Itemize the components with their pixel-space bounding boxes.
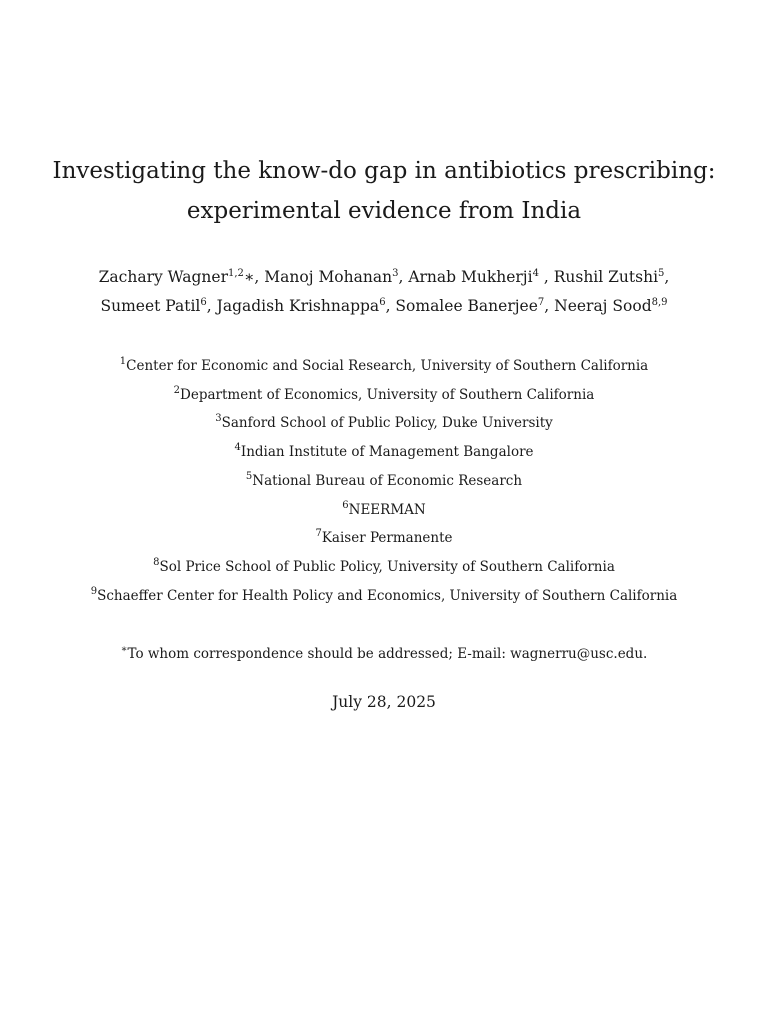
author-separator: , bbox=[544, 297, 555, 315]
affiliation-text: NEERMAN bbox=[348, 501, 426, 518]
author-name: Zachary Wagner bbox=[98, 268, 228, 286]
author-separator: , bbox=[538, 268, 554, 286]
affiliation-item bbox=[40, 438, 728, 467]
affiliation-item bbox=[40, 582, 728, 611]
author-affil-sup: 5 bbox=[658, 268, 665, 279]
author-separator: , bbox=[398, 268, 409, 286]
correspondence-note bbox=[40, 640, 728, 668]
affiliation-sup: 8 bbox=[153, 556, 160, 568]
affiliation-list bbox=[40, 352, 728, 610]
affiliation-text: Indian Institute of Management Bangalore bbox=[240, 444, 534, 461]
author-line-2 bbox=[40, 292, 728, 321]
author-affil-sup: 1,2 bbox=[227, 268, 244, 279]
affiliation-item bbox=[40, 352, 728, 381]
author-name: Jagadish Krishnappa bbox=[216, 297, 380, 315]
affiliation-item bbox=[40, 467, 728, 496]
affiliation-text: Department of Economics, University of Southern California bbox=[180, 386, 595, 403]
author-affil-sup: 8,9 bbox=[651, 297, 668, 308]
author-name: Arnab Mukherji bbox=[408, 268, 533, 286]
author-name: Rushil Zutshi bbox=[553, 268, 659, 286]
author-separator: , bbox=[206, 297, 217, 315]
affiliation-text: Schaeffer Center for Health Policy and Economics, University of Southern California bbox=[97, 587, 678, 604]
affiliation-text: Kaiser Permanente bbox=[321, 530, 453, 547]
correspondence-sup: ∗ bbox=[120, 644, 128, 655]
affiliation-sup: 9 bbox=[90, 585, 98, 597]
affiliation-sup: 3 bbox=[215, 413, 222, 425]
author-name: Sumeet Patil bbox=[100, 297, 201, 315]
affiliation-item bbox=[40, 409, 728, 438]
paper-title bbox=[40, 151, 728, 231]
paper-date: July 28, 2025 bbox=[332, 693, 436, 711]
affiliation-text: Sol Price School of Public Policy, University of Southern California bbox=[159, 558, 615, 575]
author-affil-sup: 3 bbox=[392, 268, 399, 279]
affiliation-item bbox=[40, 496, 728, 525]
author-affil-sup: 6 bbox=[200, 297, 207, 308]
author-affil-sup: 4 bbox=[532, 268, 539, 279]
affiliation-text: Center for Economic and Social Research, University of Southern California bbox=[126, 358, 649, 374]
author-name: Neeraj Sood bbox=[554, 297, 652, 315]
author-list bbox=[40, 263, 728, 321]
paper-title-line-2: experimental evidence from India bbox=[186, 198, 582, 224]
author-name: Somalee Banerjee bbox=[395, 297, 538, 315]
paper-title-line-1: Investigating the know-do gap in antibiotics prescribing: bbox=[52, 158, 716, 184]
affiliation-sup: 2 bbox=[173, 384, 181, 396]
affiliation-text: Sanford School of Public Policy, Duke University bbox=[221, 415, 553, 432]
author-affil-sup: 6 bbox=[379, 297, 386, 308]
affiliation-sup: 5 bbox=[245, 470, 253, 482]
affiliation-sup: 1 bbox=[119, 356, 127, 367]
affiliation-text: National Bureau of Economic Research bbox=[252, 472, 523, 489]
author-separator: ∗, bbox=[243, 268, 265, 286]
correspondence-text: To whom correspondence should be addressed; E-mail: wagnerru@usc.edu. bbox=[127, 646, 648, 662]
author-line-1 bbox=[40, 263, 728, 292]
author-affil-sup: 7 bbox=[537, 297, 545, 308]
author-name: Manoj Mohanan bbox=[264, 268, 393, 286]
affiliation-sup: 6 bbox=[342, 499, 349, 511]
affiliation-item bbox=[40, 553, 728, 582]
affiliation-sup: 7 bbox=[315, 528, 322, 540]
affiliation-item bbox=[40, 381, 728, 410]
affiliation-sup: 4 bbox=[234, 442, 241, 454]
author-separator: , bbox=[664, 268, 670, 286]
affiliation-item bbox=[40, 524, 728, 553]
author-separator: , bbox=[385, 297, 396, 315]
